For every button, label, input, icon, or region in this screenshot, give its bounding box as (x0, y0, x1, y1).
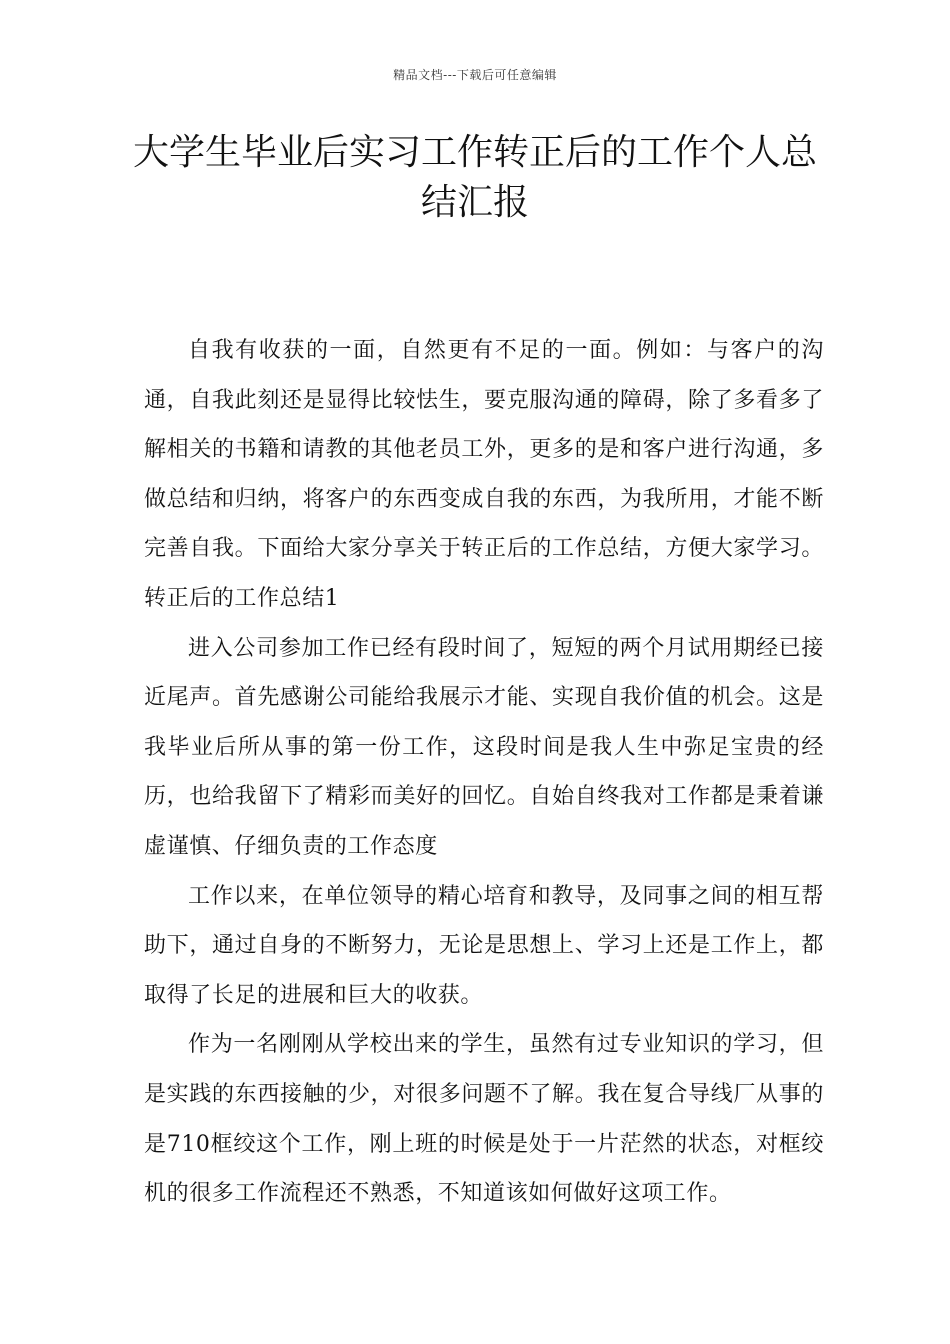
paragraph: 进入公司参加工作已经有段时间了，短短的两个月试用期经已接近尾声。首先感谢公司能给我展示才能、实现自我价值的机会。这是我毕业后所从事的第一份工作，这段时间是我人生中弥足宝贵的经历，也给我留下了精彩而美好的回忆。自始自终我对工作都是秉着谦虚谨慎、仔细负责的工作态度 (144, 635, 824, 859)
paragraph: 自我有收获的一面，自然更有不足的一面。例如：与客户的沟通，自我此刻还是显得比较怯生，要克服沟通的障碍，除了多看多了解相关的书籍和请教的其他老员工外，更多的是和客户进行沟通，多做总结和归纳，将客户的东西变成自我的东西，为我所用，才能不断完善自我。下面给大家分享关于转正后的工作总结，方便大家学习。转正后的工作总结1 (144, 338, 824, 611)
paragraph: 工作以来，在单位领导的精心培育和教导，及同事之间的相互帮助下，通过自身的不断努力，无论是思想上、学习上还是工作上，都取得了长足的进展和巨大的收获。 (144, 883, 824, 1008)
document-title: 大学生毕业后实习工作转正后的工作个人总结汇报 (132, 132, 817, 223)
header-note: 精品文档---下载后可任意编辑 (393, 68, 557, 82)
document-body (144, 326, 824, 1219)
paragraph: 作为一名刚刚从学校出来的学生，虽然有过专业知识的学习，但是实践的东西接触的少，对很多问题不了解。我在复合导线厂从事的是710框绞这个工作，刚上班的时候是处于一片茫然的状态，对框绞机的很多工作流程还不熟悉，不知道该如何做好这项工作。 (144, 1032, 824, 1207)
